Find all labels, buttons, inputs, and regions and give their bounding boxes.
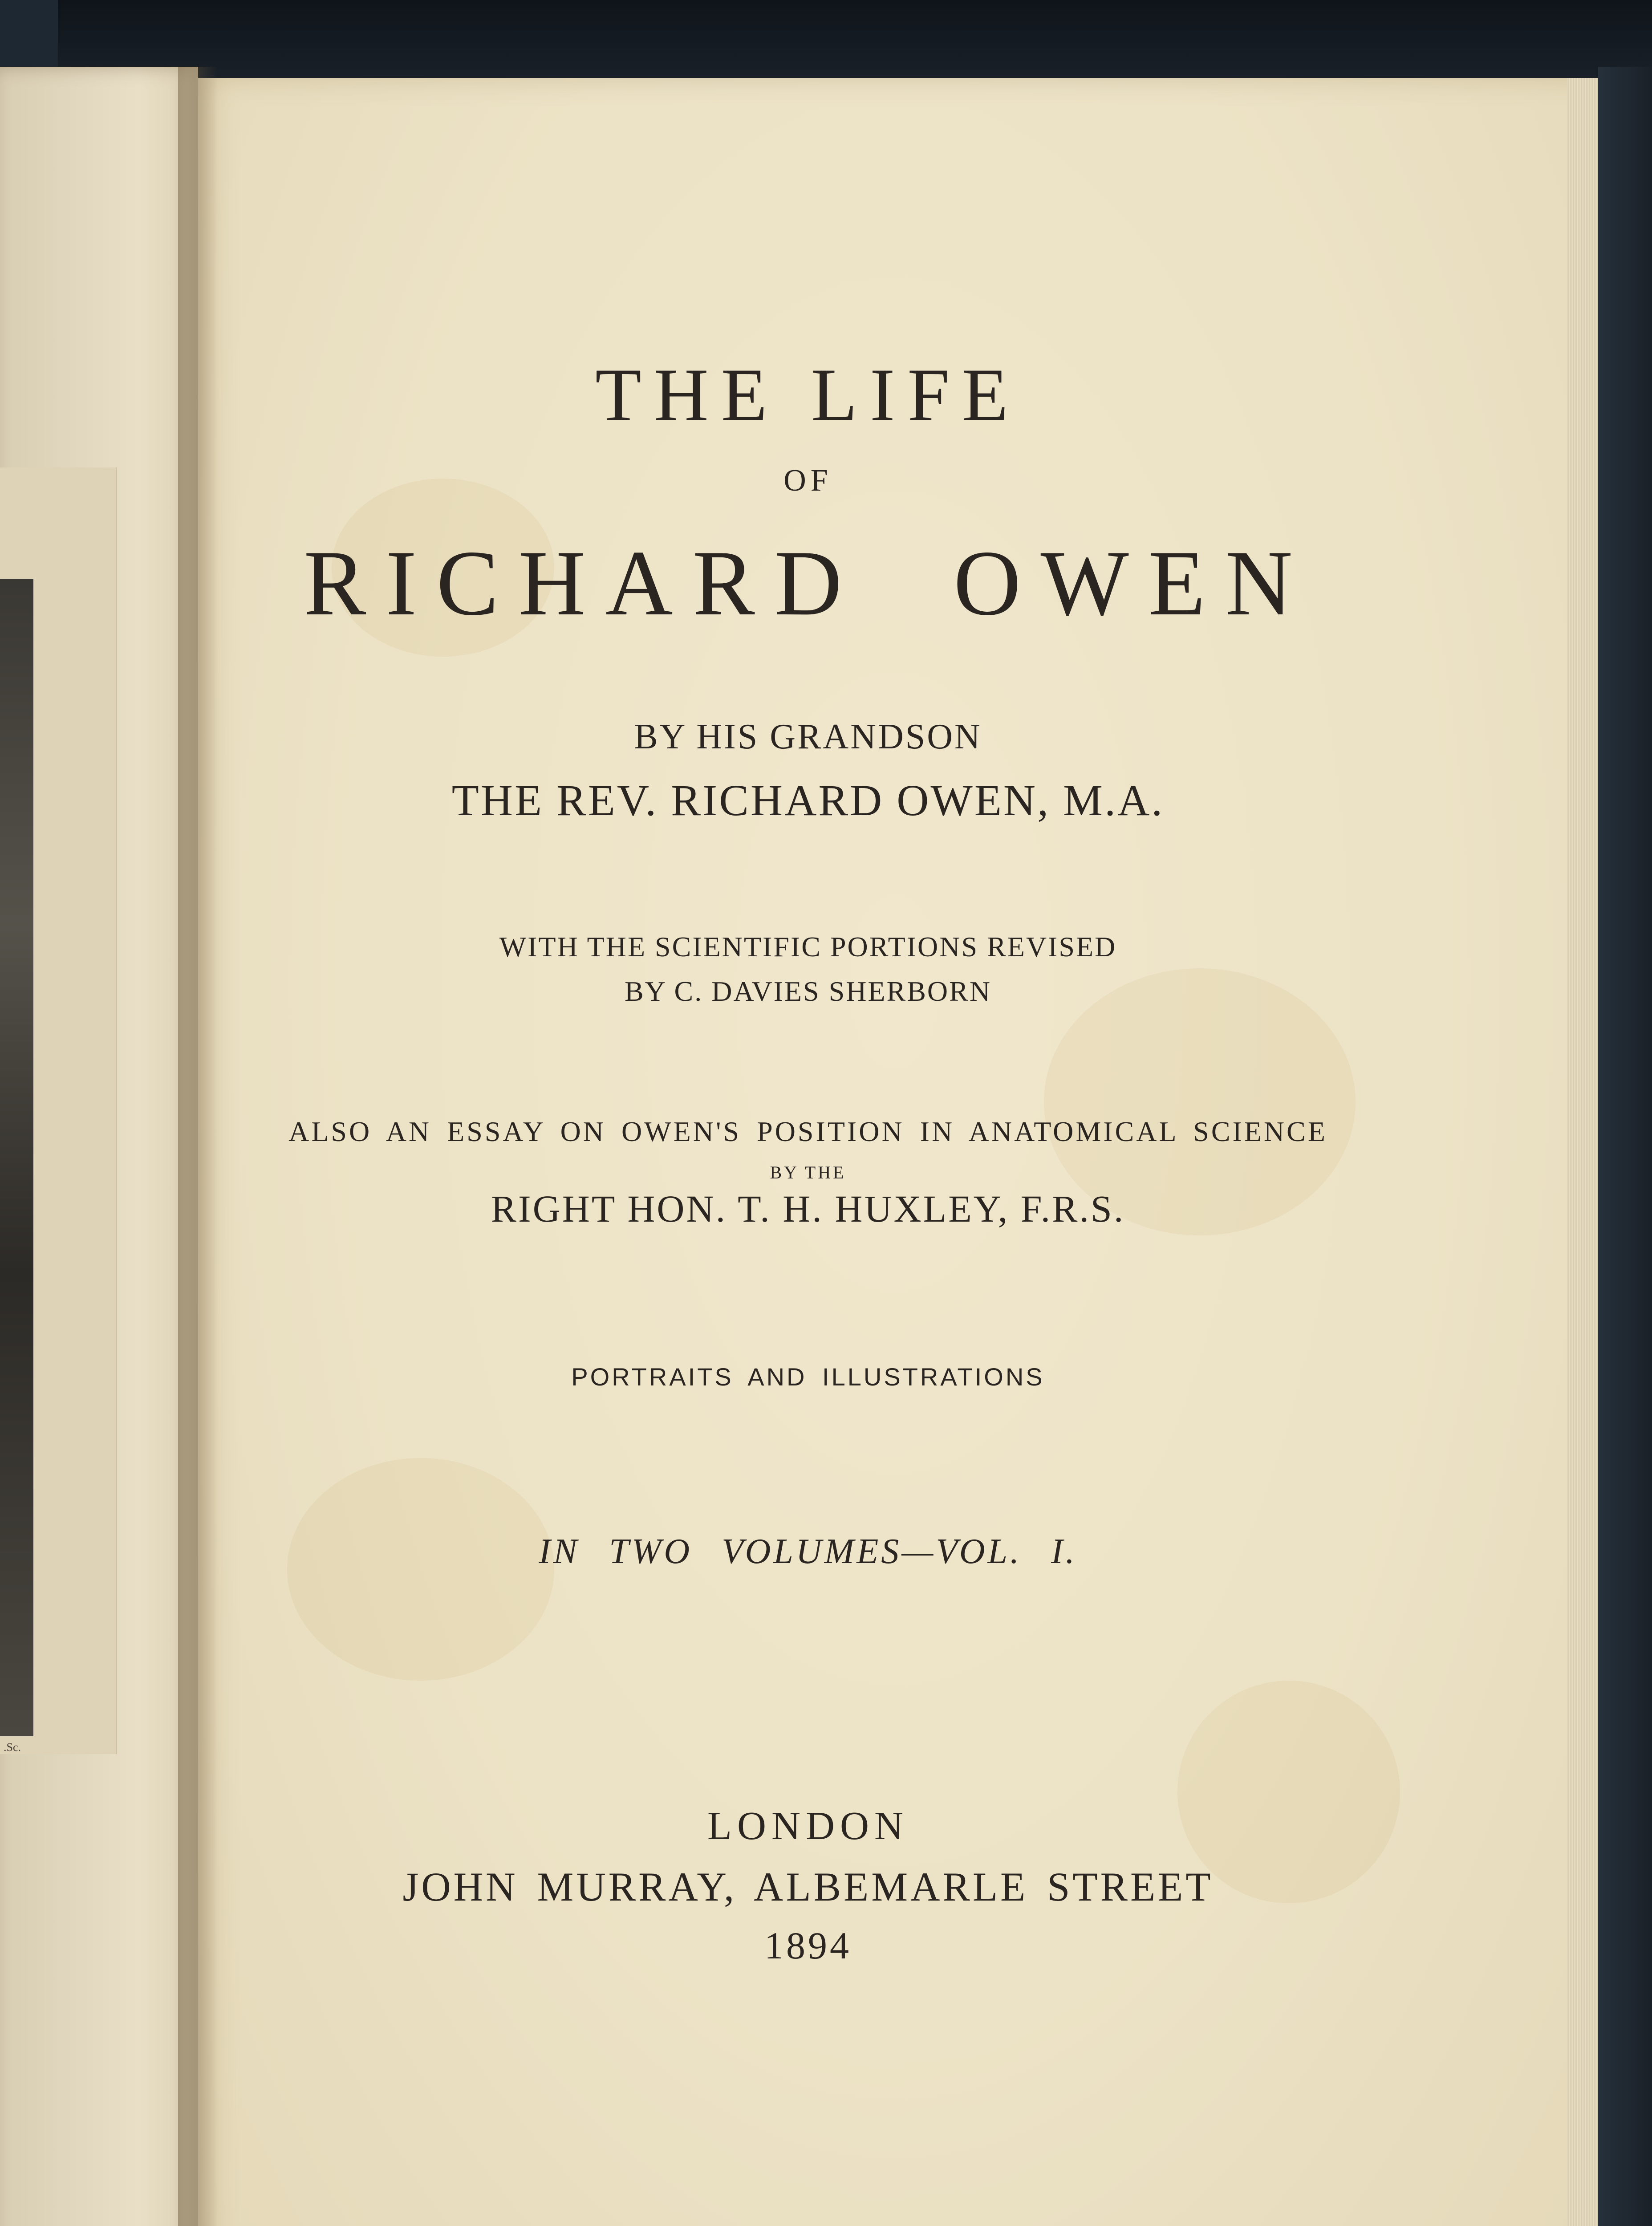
frontispiece-engraving bbox=[0, 579, 33, 1736]
page-edges bbox=[1567, 78, 1598, 2226]
illustrations-note: PORTRAITS AND ILLUSTRATIONS bbox=[571, 1363, 1045, 1391]
essay-by: BY THE bbox=[770, 1162, 846, 1182]
book-cover-right bbox=[1598, 67, 1652, 2226]
publisher: JOHN MURRAY, ALBEMARLE STREET bbox=[402, 1864, 1214, 1909]
subject-name: RICHARD OWEN bbox=[304, 532, 1312, 635]
essay-author: RIGHT HON. T. H. HUXLEY, F.R.S. bbox=[491, 1187, 1125, 1230]
book-cover-top bbox=[0, 0, 1652, 85]
left-page bbox=[0, 67, 198, 2226]
title-of: OF bbox=[783, 463, 832, 498]
publication-year: 1894 bbox=[764, 1924, 852, 1967]
publication-place: LONDON bbox=[707, 1804, 909, 1848]
engraver-credit: .Sc. bbox=[4, 1741, 21, 1754]
volume-note: IN TWO VOLUMES—VOL. I. bbox=[539, 1532, 1077, 1571]
author-name: THE REV. RICHARD OWEN, M.A. bbox=[451, 776, 1165, 825]
reviser-name: BY C. DAVIES SHERBORN bbox=[624, 975, 992, 1007]
essay-line: ALSO AN ESSAY ON OWEN'S POSITION IN ANATOMICAL SCIENCE bbox=[288, 1116, 1327, 1147]
by-line: BY HIS GRANDSON bbox=[634, 717, 982, 756]
title-line: THE LIFE bbox=[595, 353, 1021, 437]
revision-line: WITH THE SCIENTIFIC PORTIONS REVISED bbox=[499, 931, 1117, 963]
